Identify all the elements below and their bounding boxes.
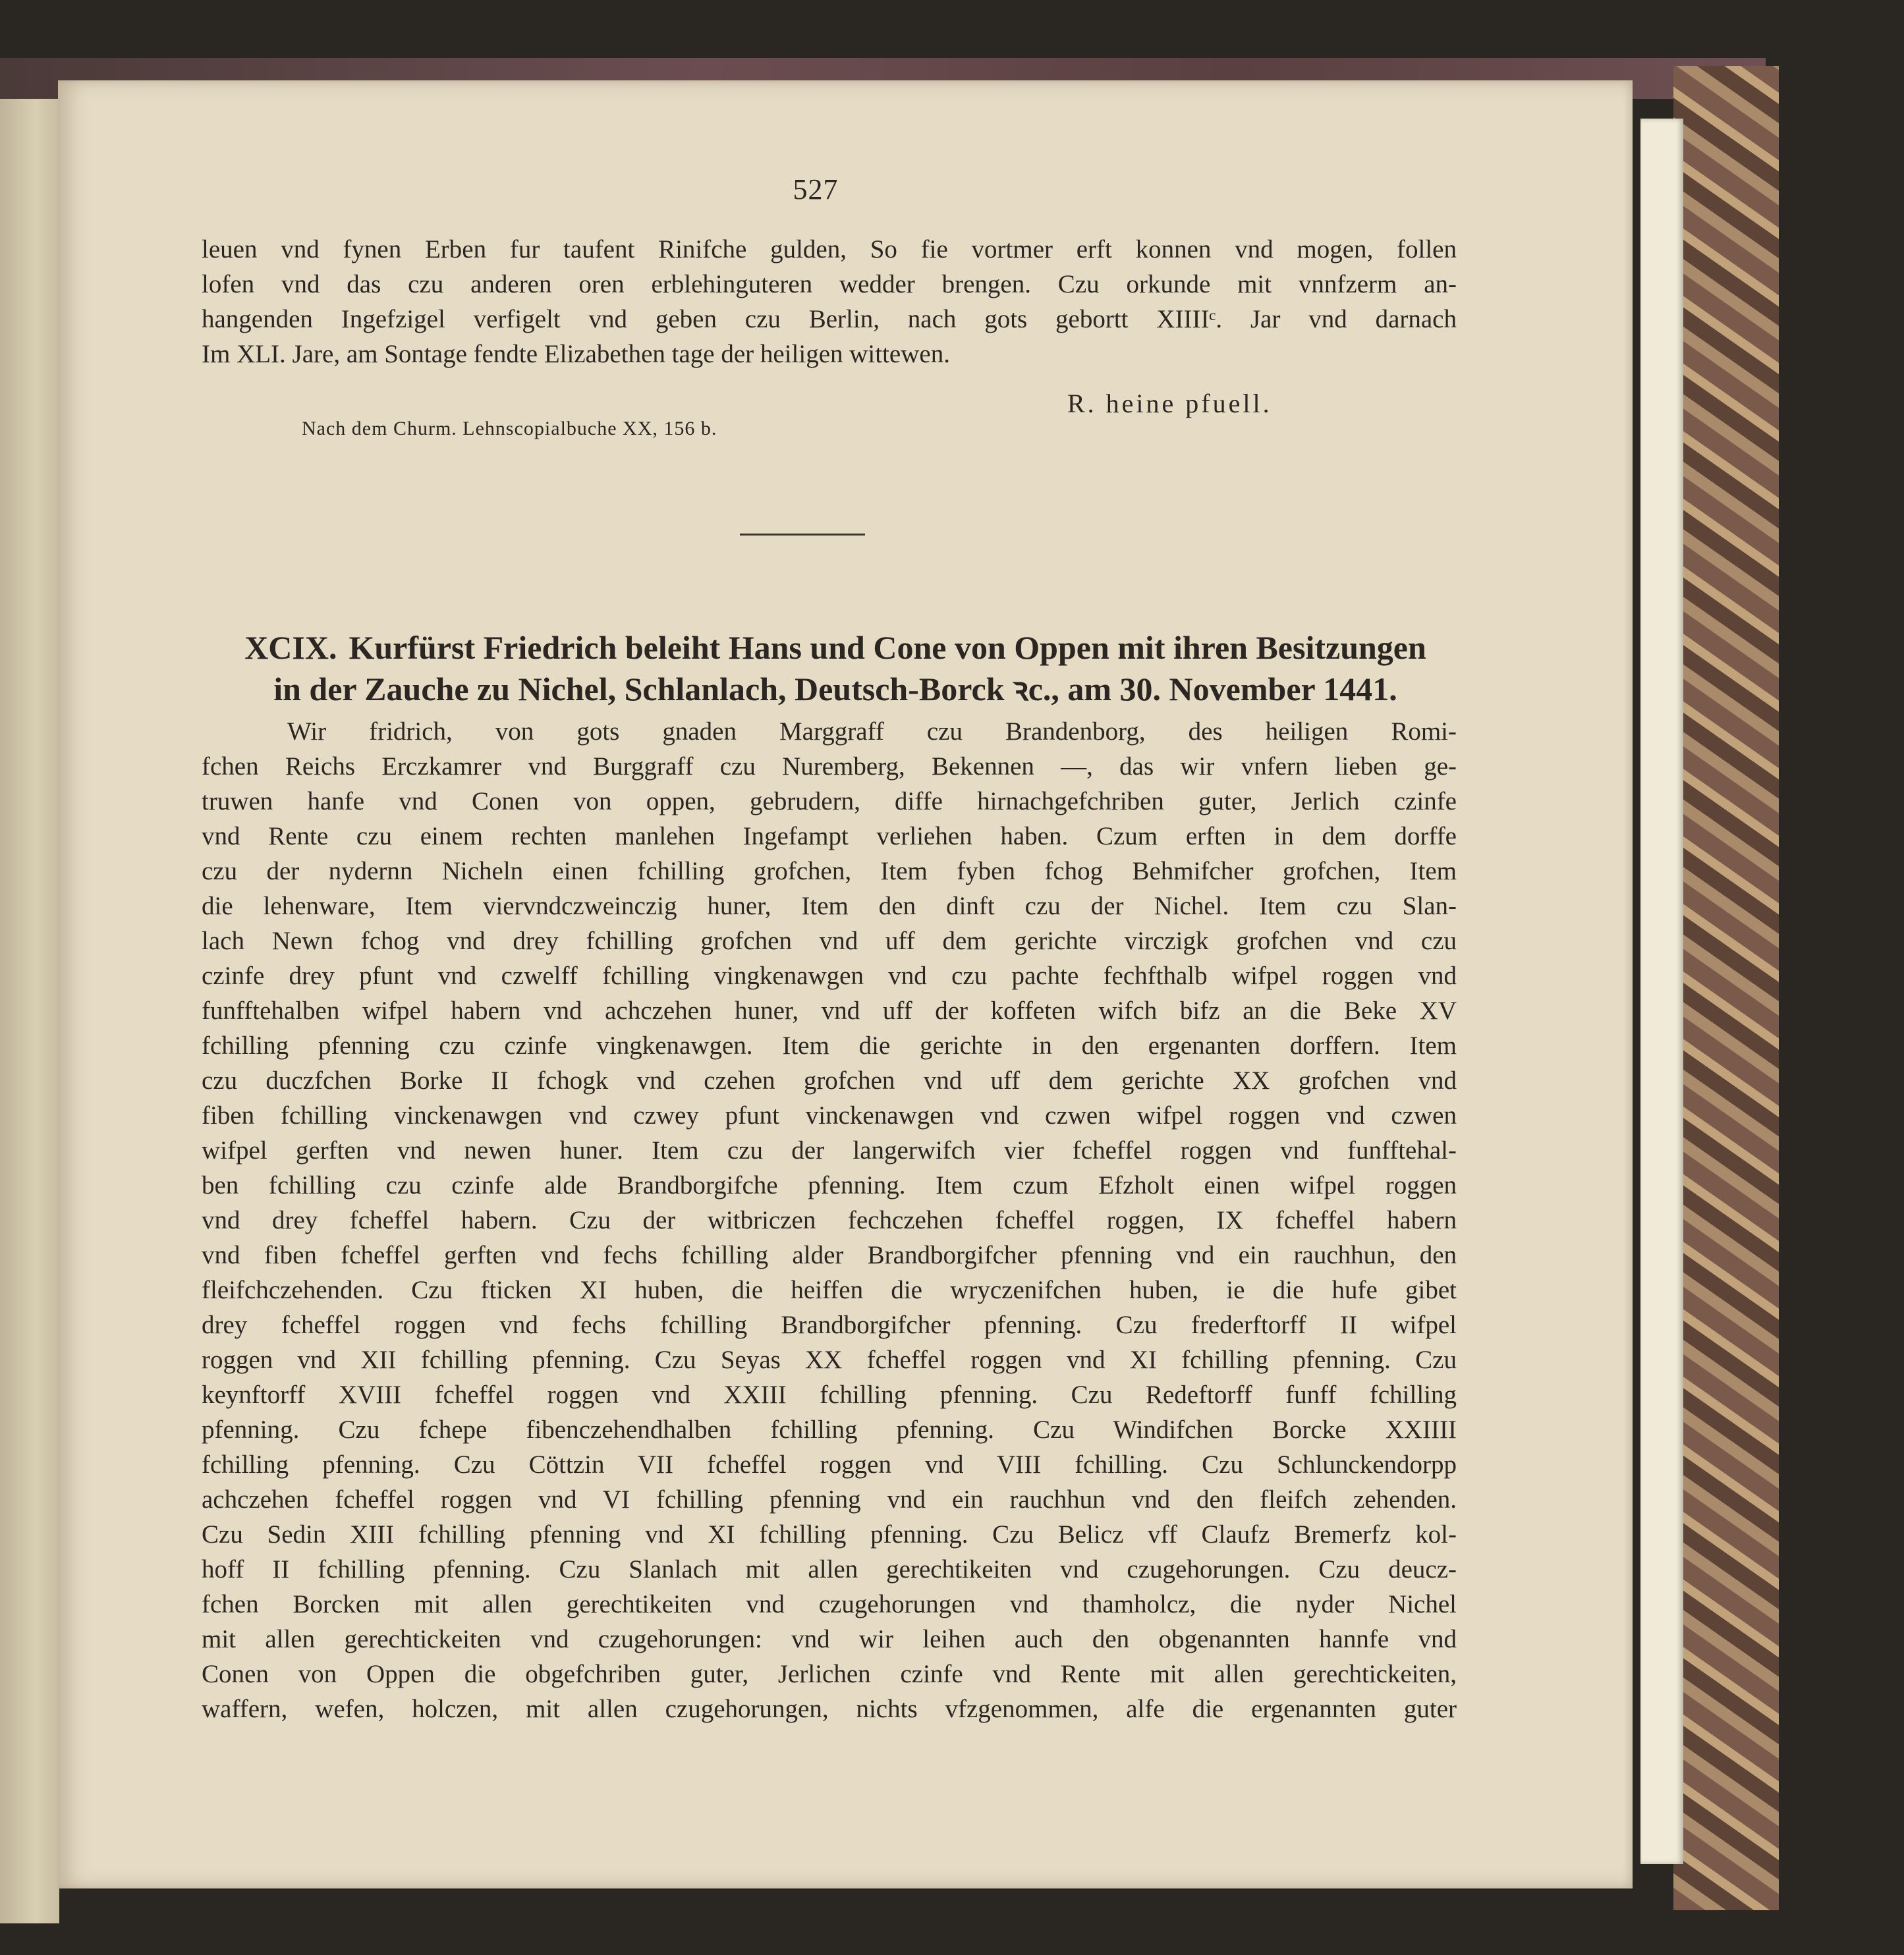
body-line: fchilling pfenning. Czu Cöttzin VII fcheffel roggen vnd VIII fchilling. Czu Schlunckendorpp bbox=[202, 1450, 1457, 1479]
left-page-edge bbox=[0, 92, 59, 1923]
body-line: vnd Rente czu einem rechten manlehen Ingefampt verliehen haben. Czum erften in dem dorffe bbox=[202, 822, 1457, 850]
body-line: achczehen fcheffel roggen vnd VI fchilling pfenning vnd ein rauchhun vnd den fleifch zehenden. bbox=[202, 1485, 1457, 1514]
body-line: vnd drey fcheffel habern. Czu der witbriczen fechczehen fcheffel roggen, IX fcheffel habern bbox=[202, 1206, 1457, 1234]
document-number: XCIX. bbox=[244, 629, 337, 666]
body-line: Czu Sedin XIII fchilling pfenning vnd XI fchilling pfenning. Czu Belicz vff Claufz Bremerfz kol- bbox=[202, 1520, 1457, 1549]
body-line: czinfe drey pfunt vnd czwelff fchilling vingkenawgen vnd czu pachte fechfthalb wifpel roggen vnd bbox=[202, 962, 1457, 990]
body-line: Wir fridrich, von gots gnaden Marggraff czu Brandenborg, des heiligen Romi- bbox=[287, 717, 1457, 746]
body-line: truwen hanfe vnd Conen von oppen, gebrudern, diffe hirnachgefchriben guter, Jerlich czinfe bbox=[202, 787, 1457, 815]
book-cover-marbled bbox=[1673, 66, 1779, 1910]
top-paragraph bbox=[202, 232, 1457, 372]
body-line: fchen Reichs Erczkamrer vnd Burggraff czu Nuremberg, Bekennen —, das wir vnfern lieben ge- bbox=[202, 752, 1457, 781]
body-line: fchilling pfenning czu czinfe vingkenawgen. Item die gerichte in den ergenanten dorffern. Item bbox=[202, 1032, 1457, 1060]
body-line: lach Newn fchog vnd drey fchilling grofchen vnd uff dem gerichte virczigk grofchen vnd czu bbox=[202, 927, 1457, 955]
document-body bbox=[202, 714, 1457, 1726]
signature: R. heine pfuell. bbox=[1067, 389, 1272, 418]
body-line: wifpel gerften vnd newen huner. Item czu der langerwifch vier fcheffel roggen vnd funfftehal- bbox=[202, 1136, 1457, 1165]
section-divider bbox=[740, 534, 865, 536]
body-line: hoff II fchilling pfenning. Czu Slanlach mit allen gerechtikeiten vnd czugehorungen. Czu deucz- bbox=[202, 1555, 1457, 1583]
body-line: ben fchilling czu czinfe alde Brandborgifche pfenning. Item czum Efzholt einen wifpel roggen bbox=[202, 1171, 1457, 1199]
body-line: funfftehalben wifpel habern vnd achczehen huner, vnd uff der koffeten wifch bifz an die Beke XV bbox=[202, 997, 1457, 1025]
body-line: waffern, wefen, holczen, mit allen czugehorungen, nichts vfzgenommen, alfe die ergenannten guter bbox=[202, 1695, 1457, 1723]
body-line: roggen vnd XII fchilling pfenning. Czu Seyas XX fcheffel roggen vnd XI fchilling pfenning. Czu bbox=[202, 1346, 1457, 1374]
text-line: Im XLI. Jare, am Sontage fendte Elizabethen tage der heiligen wittewen. bbox=[202, 340, 950, 368]
body-line: drey fcheffel roggen vnd fechs fchilling Brandborgifcher pfenning. Czu frederftorff II wifpel bbox=[202, 1311, 1457, 1339]
body-line: Conen von Oppen die obgefchriben guter, Jerlichen czinfe vnd Rente mit allen gerechtickeiten, bbox=[202, 1660, 1457, 1688]
document-title-text: Kurfürst Friedrich beleiht Hans und Cone von Oppen mit ihren Besitzungen bbox=[349, 629, 1426, 666]
text-line: leuen vnd fynen Erben fur taufent Rinifche gulden, So fie vortmer erft konnen vnd mogen, follen bbox=[202, 235, 1457, 263]
body-line: czu der nydernn Nicheln einen fchilling grofchen, Item fyben fchog Behmifcher grofchen, Item bbox=[202, 857, 1457, 885]
body-line: czu duczfchen Borke II fchogk vnd czehen grofchen vnd uff dem gerichte XX grofchen vnd bbox=[202, 1066, 1457, 1095]
text-line: lofen vnd das czu anderen oren erblehinguteren wedder brengen. Czu orkunde mit vnnfzerm an- bbox=[202, 270, 1457, 298]
endpaper bbox=[1640, 119, 1683, 1864]
page-number: 527 bbox=[793, 173, 839, 206]
book-page bbox=[58, 80, 1633, 1888]
body-line: vnd fiben fcheffel gerften vnd fechs fchilling alder Brandborgifcher pfenning vnd ein rauchhun, den bbox=[202, 1241, 1457, 1269]
body-line: pfenning. Czu fchepe fibenczehendhalben fchilling pfenning. Czu Windifchen Borcke XXIIII bbox=[202, 1416, 1457, 1444]
document-title-line-1 bbox=[216, 627, 1455, 668]
body-line: fiben fchilling vinckenawgen vnd czwey pfunt vinckenawgen vnd czwen wifpel roggen vnd czwen bbox=[202, 1101, 1457, 1130]
source-note: Nach dem Churm. Lehnscopialbuche XX, 156 b. bbox=[302, 418, 717, 439]
body-line: die lehenware, Item viervndczweinczig huner, Item den dinft czu der Nichel. Item czu Slan- bbox=[202, 892, 1457, 920]
document-title-line-2: in der Zauche zu Nichel, Schlanlach, Deutsch-Borck ꝛc., am 30. November 1441. bbox=[273, 671, 1397, 707]
body-line: fchen Borcken mit allen gerechtikeiten vnd czugehorungen vnd thamholcz, die nyder Nichel bbox=[202, 1590, 1457, 1618]
body-line: keynftorff XVIII fcheffel roggen vnd XXIII fchilling pfenning. Czu Redeftorff funff fchilling bbox=[202, 1381, 1457, 1409]
body-line: fleifchczehenden. Czu fticken XI huben, die heiffen die wryczenifchen huben, ie die hufe gibet bbox=[202, 1276, 1457, 1304]
body-line: mit allen gerechtickeiten vnd czugehorungen: vnd wir leihen auch den obgenannten hannfe vnd bbox=[202, 1625, 1457, 1653]
text-line: hangenden Ingefzigel verfigelt vnd geben czu Berlin, nach gots gebortt XIIIIᶜ. Jar vnd darnach bbox=[202, 305, 1457, 333]
